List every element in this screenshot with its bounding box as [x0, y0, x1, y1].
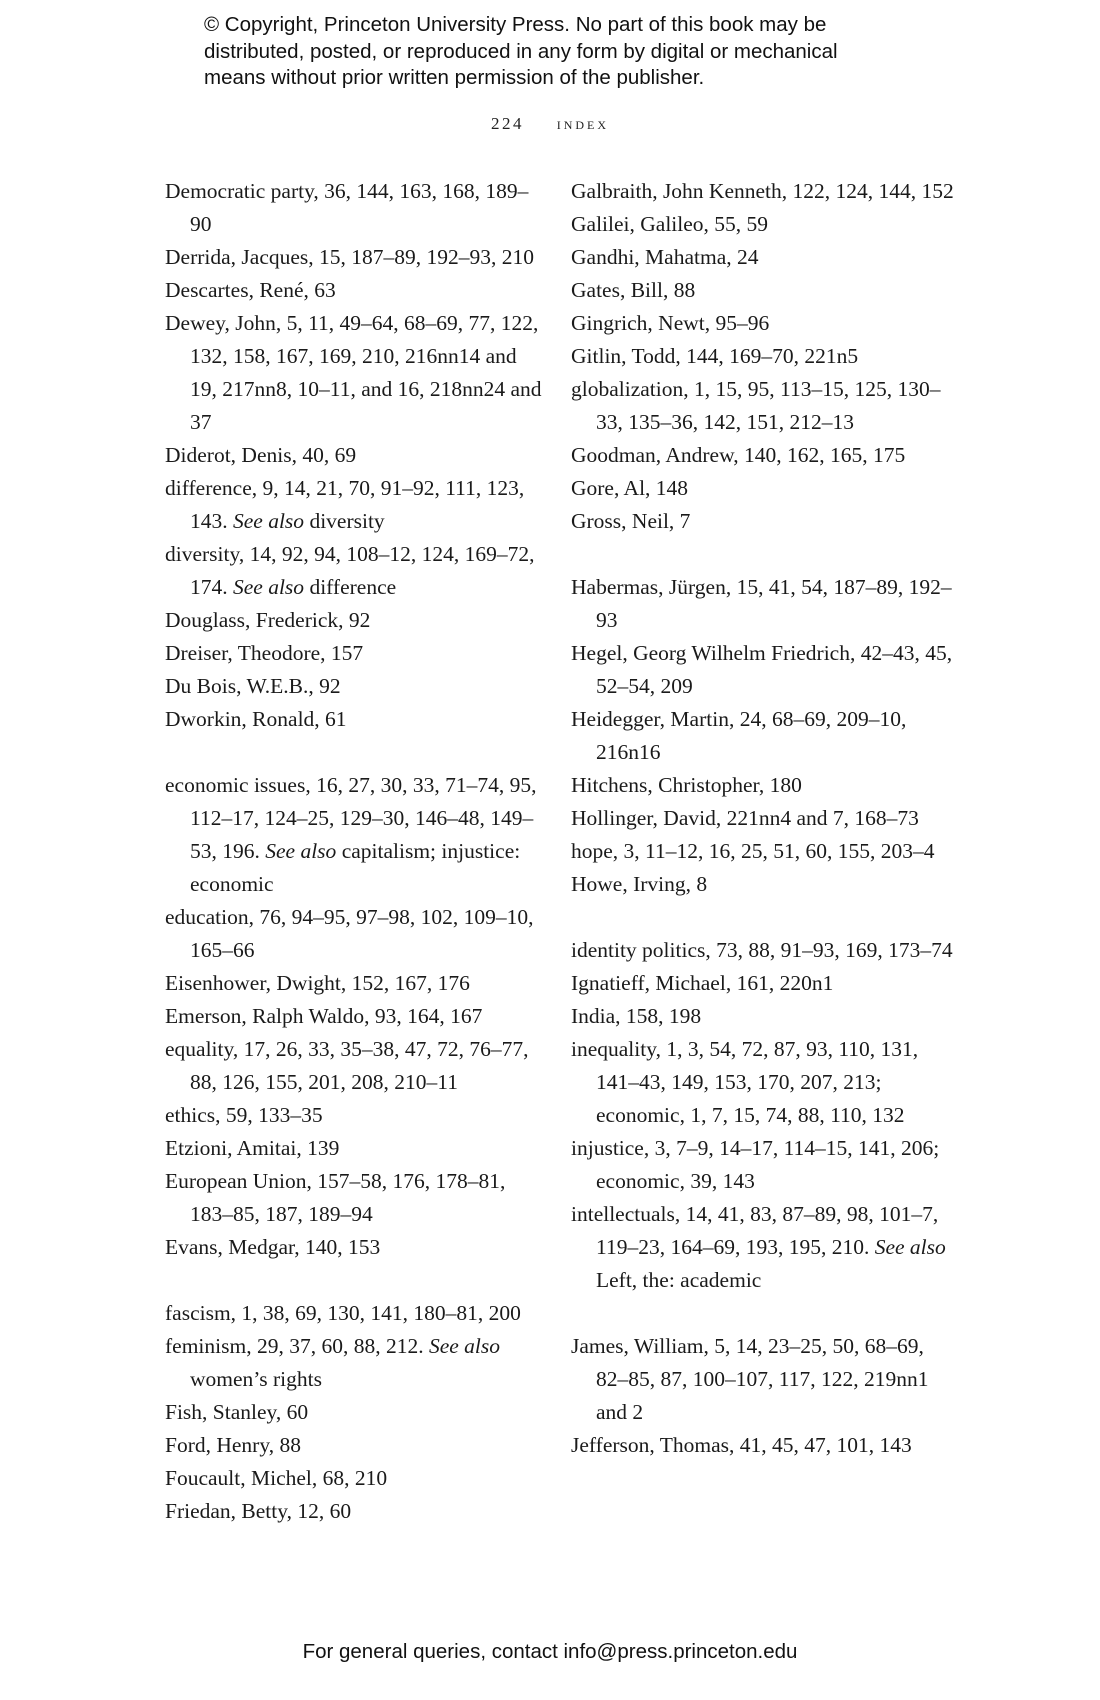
index-entry	[165, 1429, 545, 1462]
index-entry	[165, 967, 545, 1000]
footer-contact: For general queries, contact info@press.princeton.edu	[302, 1640, 798, 1663]
index-entry	[165, 604, 545, 637]
index-entry-text: Habermas, Jürgen, 15, 41, 54, 187–89, 192–93	[571, 575, 952, 632]
index-entry-text: Galilei, Galileo, 55, 59	[571, 212, 769, 236]
index-entry	[571, 208, 961, 241]
index-entry-text: Friedan, Betty, 12, 60	[165, 1499, 352, 1523]
index-entry-text: Dworkin, Ronald, 61	[165, 707, 347, 731]
index-entry-text: European Union, 157–58, 176, 178–81, 183–85, 187, 189–94	[165, 1169, 506, 1226]
index-entry	[571, 1330, 961, 1429]
section-title: index	[556, 114, 610, 133]
index-entry-text: Du Bois, W.E.B., 92	[165, 674, 341, 698]
index-column-right	[571, 175, 961, 1462]
index-entry-text: Gingrich, Newt, 95–96	[571, 311, 770, 335]
index-entry	[571, 307, 961, 340]
index-entry-text: Howe, Irving, 8	[571, 872, 708, 896]
index-entry-text: equality, 17, 26, 33, 35–38, 47, 72, 76–77, 88, 126, 155, 201, 208, 210–11	[165, 1037, 529, 1094]
index-entry-text: Fish, Stanley, 60	[165, 1400, 309, 1424]
see-also-label: See also	[874, 1235, 946, 1259]
index-entry	[571, 571, 961, 637]
index-entry	[571, 175, 961, 208]
index-entry-text: Derrida, Jacques, 15, 187–89, 192–93, 210	[165, 245, 535, 269]
index-entry-text: Gandhi, Mahatma, 24	[571, 245, 759, 269]
index-entry	[165, 175, 545, 241]
index-entry	[571, 1429, 961, 1462]
index-entry	[571, 868, 961, 901]
index-entry-text: Emerson, Ralph Waldo, 93, 164, 167	[165, 1004, 483, 1028]
index-entry-text: Eisenhower, Dwight, 152, 167, 176	[165, 971, 470, 995]
index-entry	[571, 1033, 961, 1132]
index-entry	[571, 1132, 961, 1198]
see-also-target: women’s rights	[190, 1367, 322, 1391]
index-entry-text: Hitchens, Christopher, 180	[571, 773, 802, 797]
index-entry	[571, 703, 961, 769]
index-entry-text: Gates, Bill, 88	[571, 278, 696, 302]
index-entry-text: ethics, 59, 133–35	[165, 1103, 323, 1127]
index-entry-text: Gross, Neil, 7	[571, 509, 691, 533]
index-entry	[165, 274, 545, 307]
index-entry	[165, 670, 545, 703]
index-entry	[571, 835, 961, 868]
index-entry	[165, 1000, 545, 1033]
index-entry	[571, 472, 961, 505]
index-entry-text: Heidegger, Martin, 24, 68–69, 209–10, 216n16	[571, 707, 907, 764]
letter-group-gap	[165, 736, 545, 769]
index-entry	[571, 934, 961, 967]
index-entry-text: fascism, 1, 38, 69, 130, 141, 180–81, 200	[165, 1301, 521, 1325]
index-entry-text: India, 158, 198	[571, 1004, 702, 1028]
index-entry	[165, 1330, 545, 1396]
index-entry-text: hope, 3, 11–12, 16, 25, 51, 60, 155, 203–4	[571, 839, 935, 863]
index-entry	[571, 505, 961, 538]
index-entry-text: feminism, 29, 37, 60, 88, 212.	[165, 1334, 429, 1358]
index-entry	[571, 340, 961, 373]
index-entry	[571, 967, 961, 1000]
index-entry	[571, 241, 961, 274]
index-entry-text: Hegel, Georg Wilhelm Friedrich, 42–43, 45, 52–54, 209	[571, 641, 953, 698]
index-entry	[571, 637, 961, 703]
index-entry-text: Dewey, John, 5, 11, 49–64, 68–69, 77, 122, 132, 158, 167, 169, 210, 216nn14 and 19, 217nn8, 10–11, and 16, 218nn24 and 37	[165, 311, 542, 434]
index-entry-text: Gitlin, Todd, 144, 169–70, 221n5	[571, 344, 859, 368]
index-entry	[165, 439, 545, 472]
index-entry-text: Foucault, Michel, 68, 210	[165, 1466, 388, 1490]
index-entry	[165, 1132, 545, 1165]
index-entry	[165, 1297, 545, 1330]
index-entry-text: injustice, 3, 7–9, 14–17, 114–15, 141, 206; economic, 39, 143	[571, 1136, 940, 1193]
see-also-target: difference	[304, 575, 397, 599]
index-entry	[571, 769, 961, 802]
letter-group-gap	[165, 1264, 545, 1297]
letter-group-gap	[571, 901, 961, 934]
index-entry	[571, 802, 961, 835]
index-entry	[165, 1033, 545, 1099]
index-entry-text: Evans, Medgar, 140, 153	[165, 1235, 381, 1259]
index-entry	[165, 769, 545, 901]
index-entry-text: James, William, 5, 14, 23–25, 50, 68–69, 82–85, 87, 100–107, 117, 122, 219nn1 and 2	[571, 1334, 929, 1424]
index-entry	[165, 703, 545, 736]
index-entry	[571, 373, 961, 439]
see-also-target: capitalism; injustice: economic	[190, 839, 521, 896]
letter-group-gap	[571, 538, 961, 571]
index-entry	[571, 439, 961, 472]
index-entry	[165, 1462, 545, 1495]
index-entry-text: Hollinger, David, 221nn4 and 7, 168–73	[571, 806, 919, 830]
see-also-target: diversity	[304, 509, 385, 533]
index-entry-text: Ignatieff, Michael, 161, 220n1	[571, 971, 834, 995]
copyright-notice: © Copyright, Princeton University Press. No part of this book may be distributed, posted, or reproduced in any form by digital or mechanical means without prior written permission of the publisher.	[204, 13, 838, 89]
index-entry-text: Dreiser, Theodore, 157	[165, 641, 364, 665]
index-entry-text: difference, 9, 14, 21, 70, 91–92, 111, 123, 143.	[165, 476, 525, 533]
index-entry-text: inequality, 1, 3, 54, 72, 87, 93, 110, 131, 141–43, 149, 153, 170, 207, 213; economic, 1, 7, 15, 74, 88, 110, 132	[571, 1037, 919, 1127]
index-entry-text: Democratic party, 36, 144, 163, 168, 189–90	[165, 179, 529, 236]
index-entry-text: Etzioni, Amitai, 139	[165, 1136, 340, 1160]
index-entry	[165, 901, 545, 967]
page-number: 224	[490, 114, 524, 133]
index-entry-text: diversity, 14, 92, 94, 108–12, 124, 169–72, 174.	[165, 542, 535, 599]
index-entry-text: identity politics, 73, 88, 91–93, 169, 173–74	[571, 938, 953, 962]
index-entry-text: Gore, Al, 148	[571, 476, 689, 500]
index-entry	[165, 1495, 545, 1528]
index-entry	[165, 1396, 545, 1429]
see-also-label: See also	[428, 1334, 501, 1358]
index-entry-text: Douglass, Frederick, 92	[165, 608, 371, 632]
index-entry	[165, 637, 545, 670]
index-entry	[571, 1000, 961, 1033]
index-entry-text: Jefferson, Thomas, 41, 45, 47, 101, 143	[571, 1433, 912, 1457]
index-entry	[571, 1198, 961, 1297]
index-entry-text: Diderot, Denis, 40, 69	[165, 443, 357, 467]
letter-group-gap	[571, 1297, 961, 1330]
see-also-label: See also	[233, 509, 305, 533]
index-entry-text: education, 76, 94–95, 97–98, 102, 109–10, 165–66	[165, 905, 534, 962]
index-entry	[165, 1165, 545, 1231]
index-entry	[165, 307, 545, 439]
index-entry	[165, 1231, 545, 1264]
index-entry-text: Galbraith, John Kenneth, 122, 124, 144, 152	[571, 179, 954, 203]
index-entry-text: Ford, Henry, 88	[165, 1433, 301, 1457]
index-entry	[165, 538, 545, 604]
see-also-label: See also	[233, 575, 305, 599]
index-column-left	[165, 175, 545, 1528]
see-also-label: See also	[265, 839, 337, 863]
see-also-target: Left, the: academic	[596, 1268, 762, 1292]
index-entry-text: economic issues, 16, 27, 30, 33, 71–74, 95, 112–17, 124–25, 129–30, 146–48, 149–53, 196.	[165, 773, 537, 863]
index-entry-text: globalization, 1, 15, 95, 113–15, 125, 130–33, 135–36, 142, 151, 212–13	[571, 377, 941, 434]
index-entry-text: Descartes, René, 63	[165, 278, 336, 302]
index-entry	[165, 1099, 545, 1132]
index-entry-text: intellectuals, 14, 41, 83, 87–89, 98, 101–7, 119–23, 164–69, 193, 195, 210.	[571, 1202, 939, 1259]
index-entry	[165, 241, 545, 274]
running-head	[0, 114, 1100, 134]
index-entry-text: Goodman, Andrew, 140, 162, 165, 175	[571, 443, 906, 467]
index-entry	[571, 274, 961, 307]
index-entry	[165, 472, 545, 538]
